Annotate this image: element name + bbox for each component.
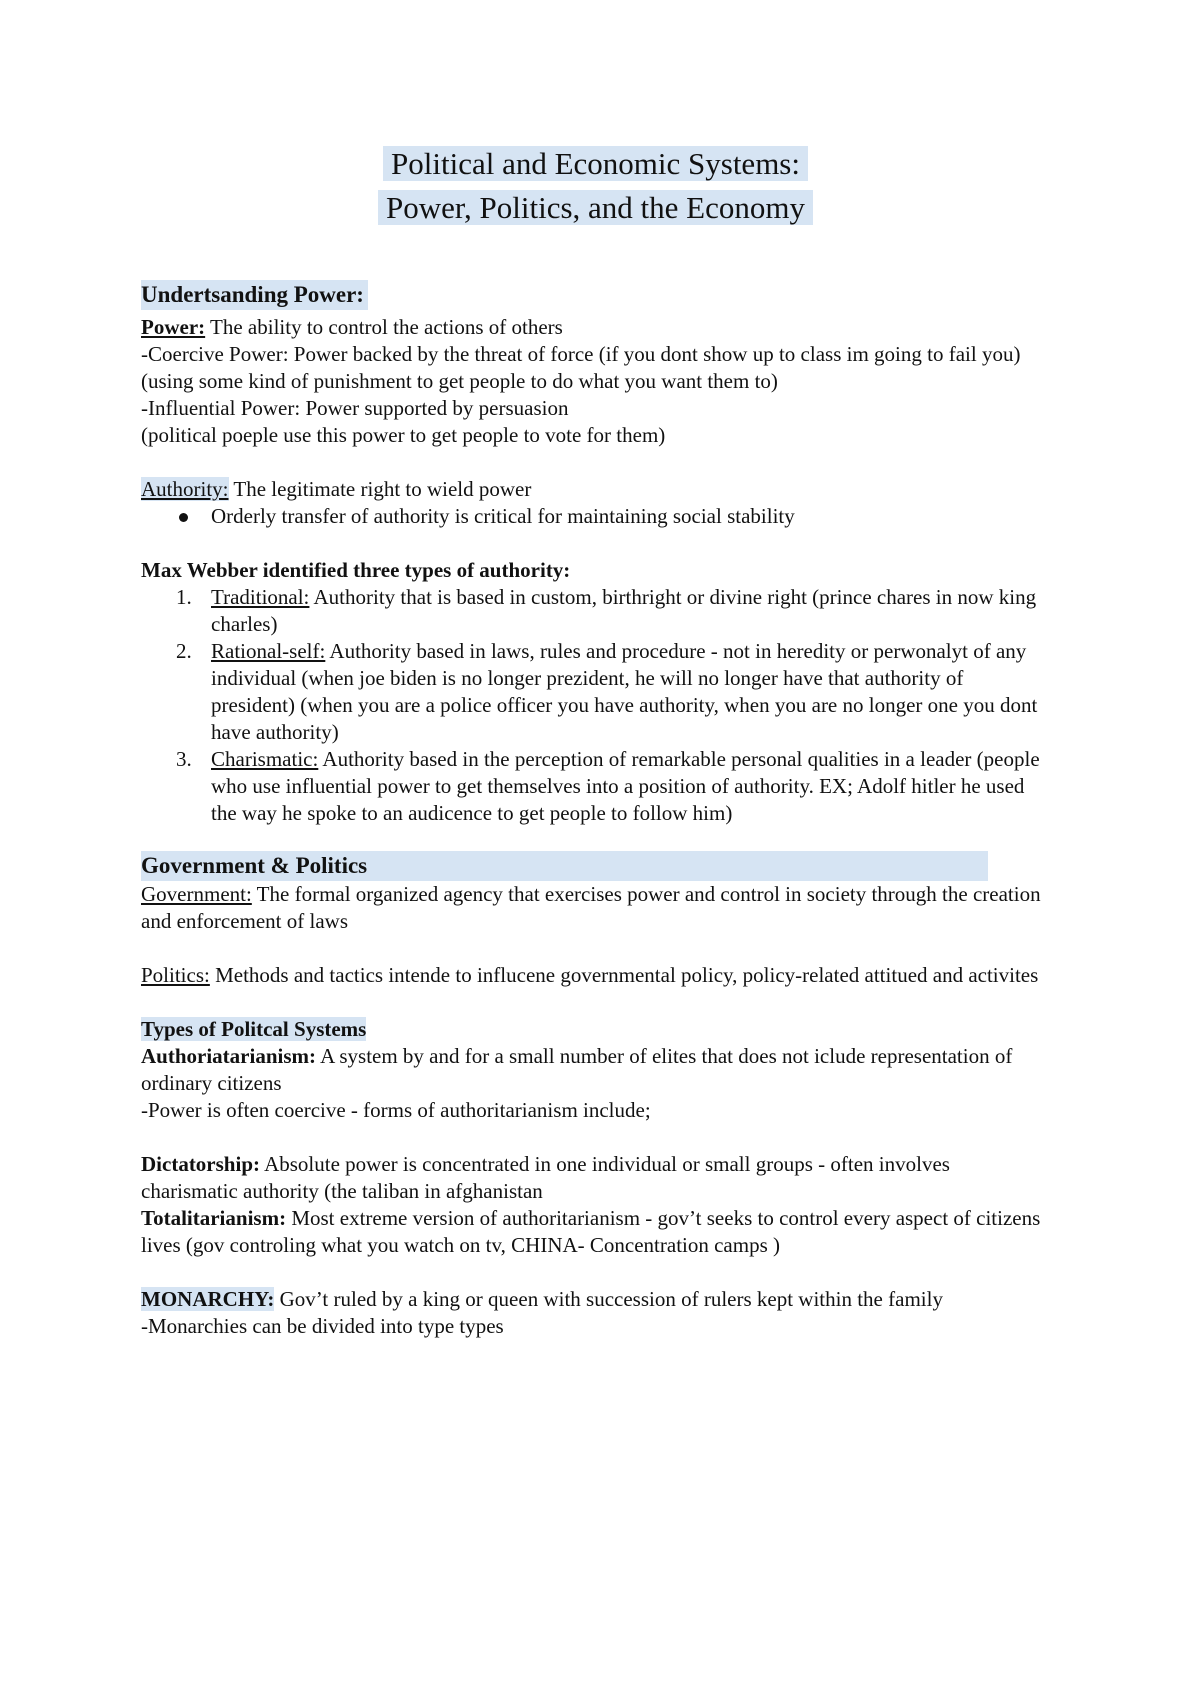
document-page <box>0 142 1200 1695</box>
power-section-heading: Undertsanding Power: <box>141 280 1050 310</box>
monarchy-term: MONARCHY: <box>141 1287 275 1311</box>
monarchy-definition: MONARCHY: Gov’t ruled by a king or queen with succession of rulers kept within the family <box>141 1287 943 1311</box>
authority-type-term: Charismatic: <box>211 747 319 771</box>
title-line-1: Political and Economic Systems: <box>383 146 808 181</box>
totalitarianism-definition: Totalitarianism: Most extreme version of authoritarianism - gov’t seeks to control every aspect of citizens lives (gov controling what you watch on tv, CHINA- Concentration camps ) <box>141 1206 1041 1257</box>
list-item: 2. Rational-self: Authority based in laws, rules and procedure - not in heredity or perwonalyt of any individual (when joe biden is no longer prezident, he will no longer have that authority of president) (when you are a police officer you have authority, when you are no longer one you dont have authority) <box>176 639 1038 744</box>
list-item: Orderly transfer of authority is critical for maintaining social stability <box>211 503 1050 530</box>
authority-bullet-list <box>141 503 1050 530</box>
authority-type-term: Traditional: <box>211 585 310 609</box>
government-term: Government: <box>141 882 252 906</box>
dictatorship-definition: Dictatorship: Absolute power is concentrated in one individual or small groups - often involves charismatic authority (the taliban in afghanistan <box>141 1152 950 1203</box>
authoritarianism-term: Authoriatarianism: <box>141 1044 316 1068</box>
politics-definition: Politics: Methods and tactics intende to influcene governmental policy, policy-related attitued and activites <box>141 963 1039 987</box>
authority-definition <box>141 476 1050 503</box>
politics-term: Politics: <box>141 963 210 987</box>
list-item: 1. Traditional: Authority that is based in custom, birthright or divine right (prince chares in now king charles) <box>176 585 1037 636</box>
power-def-text: The ability to control the actions of others <box>205 315 563 339</box>
power-term: Power: <box>141 315 206 339</box>
title-line-2: Power, Politics, and the Economy <box>378 190 813 225</box>
government-section-body <box>141 881 1050 1340</box>
document-title <box>141 142 1050 230</box>
influential-note: (political poeple use this power to get people to vote for them) <box>141 423 666 447</box>
authoritarianism-note: -Power is often coercive - forms of authoritarianism include; <box>141 1098 651 1122</box>
authority-types-list <box>141 584 1050 827</box>
influential-power: -Influential Power: Power supported by persuasion <box>141 396 569 420</box>
monarchy-note: -Monarchies can be divided into type types <box>141 1314 504 1338</box>
dictatorship-term: Dictatorship: <box>141 1152 260 1176</box>
power-definition <box>141 314 1050 341</box>
list-item: 3. Charismatic: Authority based in the perception of remarkable personal qualities in a leader (people who use influential power to get themselves into a position of authority. EX; Adolf hitler he used the way he spoke to an audicence to get people to follow him) <box>176 747 1040 825</box>
authoritarianism-definition: Authoriatarianism: A system by and for a small number of elites that does not iclude representation of ordinary citizens <box>141 1044 1013 1095</box>
authority-term: Authority: <box>141 477 229 501</box>
political-systems-heading: Types of Politcal Systems <box>141 1017 367 1041</box>
government-definition: Government: The formal organized agency that exercises power and control in society through the creation and enforcement of laws <box>141 882 1041 933</box>
totalitarianism-term: Totalitarianism: <box>141 1206 287 1230</box>
authority-def-text: The legitimate right to wield power <box>228 477 532 501</box>
coercive-power: -Coercive Power: Power backed by the threat of force (if you dont show up to class im going to fail you) (using some kind of punishment to get people to do what you want them to) <box>141 342 1021 393</box>
power-section-body <box>141 314 1050 827</box>
weber-heading: Max Webber identified three types of authority: <box>141 558 571 582</box>
authority-type-term: Rational-self: <box>211 639 326 663</box>
government-section-heading: Government & Politics <box>141 851 1050 881</box>
